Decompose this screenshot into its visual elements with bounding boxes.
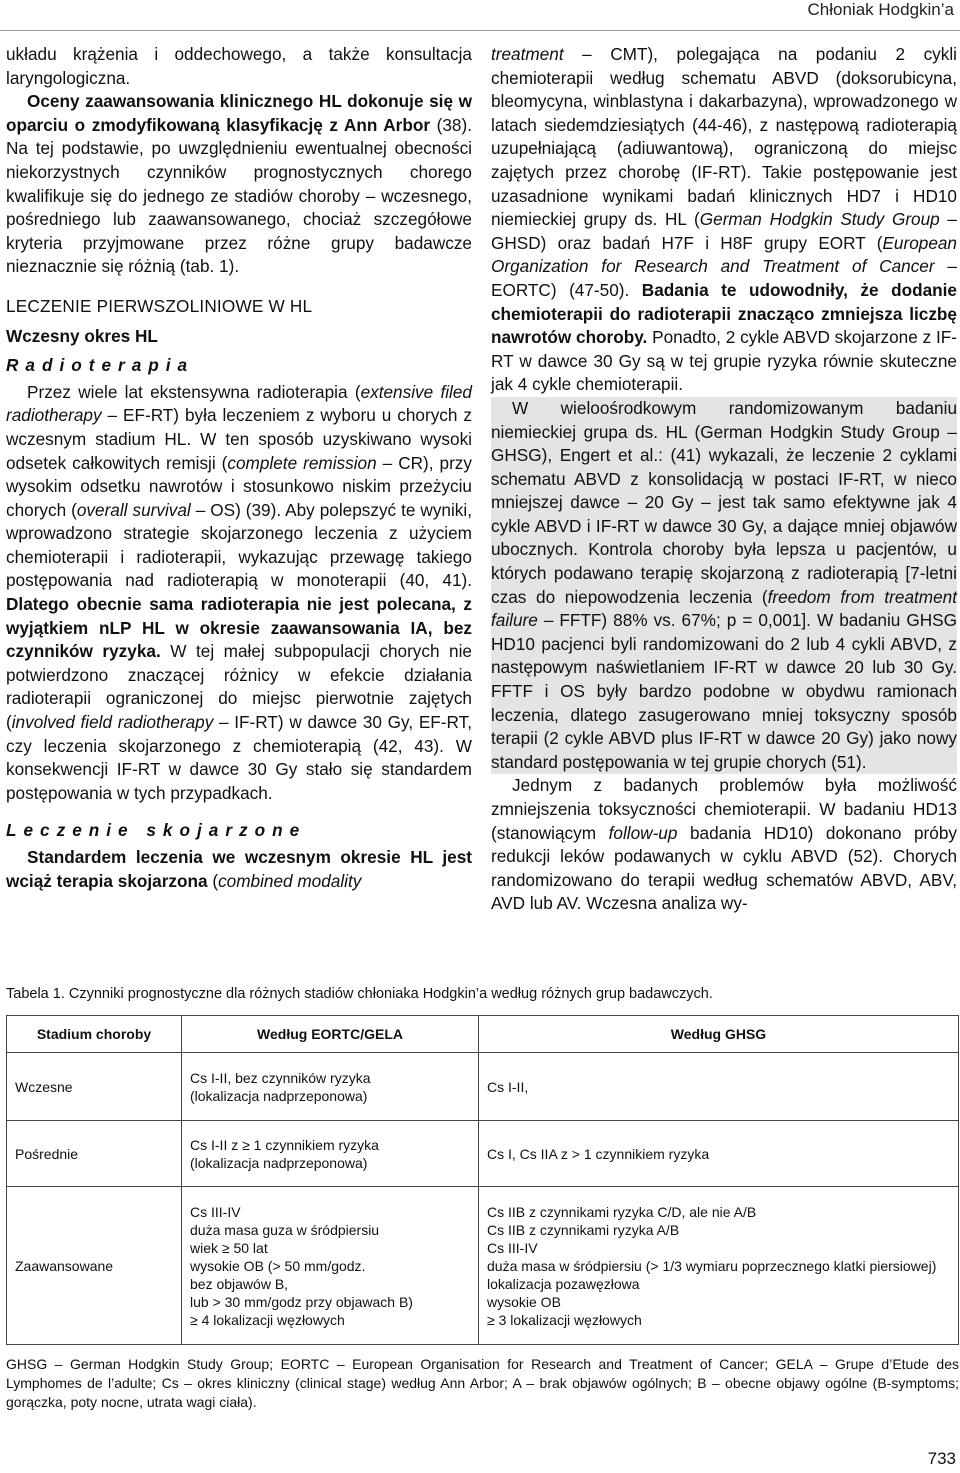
ghsg-cell: Cs I, Cs IIA z > 1 czynnikiem ryzyka: [479, 1121, 959, 1187]
paragraph: Oceny zaawansowania klinicznego HL dokonuje się w oparciu o zmodyfikowaną klasyfikację z Ann Arbor (38). Na tej podstawie, po uwzględnieniu ewentualnej obecności niekorzystnych czynników prognostycznych chorego kwalifikuje się do jednego ze stadiów choroby – wczesnego, pośredniego lub zaawansowanego, chociaż szczegółowe kryteria przyjmowane przez różne grupy badawcze nieznacznie się różnią (tab. 1).: [6, 91, 472, 277]
column-header: Według GHSG: [479, 1016, 959, 1053]
paragraph: Standardem leczenia we wczesnym okresie HL jest wciąż terapia skojarzona (combined modality: [6, 847, 472, 891]
stage-cell: Pośrednie: [7, 1121, 182, 1187]
table-caption: Tabela 1. Czynniki prognostyczne dla różnych stadiów chłoniaka Hodgkin’a według różnych grup badawczych.: [6, 986, 713, 1002]
right-column: [491, 43, 957, 916]
left-column: [6, 43, 472, 893]
stage-cell: Wczesne: [7, 1053, 182, 1121]
ghsg-cell: Cs IIB z czynnikami ryzyka C/D, ale nie A/B Cs IIB z czynnikami ryzyka A/B Cs III-IV duża masa w śródpiersiu (> 1/3 wymiaru poprzecznego klatki piersiowej) lokalizacja pozawęzłowa wysokie OB ≥ 3 lokalizacji węzłowych: [479, 1187, 959, 1345]
prognostic-factors-table: [6, 1015, 959, 1345]
page-number: 733: [927, 1449, 956, 1468]
ghsg-cell: Cs I-II,: [479, 1053, 959, 1121]
column-header: Stadium choroby: [7, 1016, 182, 1053]
header-rule: [0, 30, 960, 31]
paragraph: Przez wiele lat ekstensywna radioterapia (extensive filed radiotherapy – EF-RT) była leczeniem z wyboru u chorych z wczesnym stadium HL. W ten sposób uzyskiwano wysoki odsetek całkowitych remisji (complete remission – CR), przy wysokim odsetku nawrotów i stosunkowo niskim przeżyciu chorych (overall survival – OS) (39). Aby polepszyć te wyniki, wprowadzono strategie skojarzonego leczenia z użyciem chemioterapii i radioterapii, wykazując przewagę takiego postępowania nad radioterapią w monoterapii (40, 41). Dlatego obecnie sama radioterapia nie jest polecana, z wyjątkiem nLP HL w okresie zaawansowania IA, bez czynników ryzyka. W tej małej subpopulacji chorych nie potwierdzono znaczącej różnicy w efekcie działania radioterapii ograniczonej do miejsc pierwotnie zajętych (involved field radiotherapy – IF-RT) w dawce 30 Gy, EF-RT, czy leczenia skojarzonego z chemioterapią (42, 43). W konsekwencji IF-RT w dawce 30 Gy stało się standardem postępowania w tych przypadkach.: [6, 381, 472, 803]
table-footnote: GHSG – German Hodgkin Study Group; EORTC – European Organisation for Research and Treatment of Cancer; GELA – Grupe d’Etude des Lymphomes de l’adulte; Cs – okres kliniczny (clinical stage) według Ann Arbor; A – brak objawów ogólnych; B – obecne objawy ogólne (B-symptoms; gorączka, poty nocne, utrata wagi ciała).: [6, 1356, 959, 1410]
column-header: Według EORTC/GELA: [182, 1016, 479, 1053]
table-row: [7, 1187, 959, 1345]
paragraph: treatment – CMT), polegająca na podaniu 2 cykli chemioterapii według schematu ABVD (doksorubicyna, bleomycyna, winblastyna i dakarbazyna), wprowadzonego w latach siedemdziesiątych (44-46), z następową radioterapią uzupełniającą (adiuwantową), ograniczoną do miejsc zajętych przez chorobę (IF-RT). Takie postępowanie jest uzasadnione wynikami badań klinicznych HD7 i HD10 niemieckiej grupy ds. HL (German Hodgkin Study Group – GHSD) oraz badań H7F i H8F grupy EORT (European Organization for Research and Treatment of Cancer – EORTC) (47-50). Badania te udowodniły, że dodanie chemioterapii do radioterapii znacząco zmniejsza liczbę nawrotów choroby. Ponadto, 2 cykle ABVD skojarzone z IF-RT w dawce 30 Gy są w tej grupie ryzyka równie skuteczne jak 4 cykle chemioterapii.: [491, 44, 957, 395]
paragraph: układu krążenia i oddechowego, a także konsultacja laryngologiczna.: [6, 44, 472, 88]
leczenie-heading: Leczenie skojarzone: [6, 820, 307, 841]
radioterapia-heading: Radioterapia: [6, 355, 195, 376]
eortc-cell: Cs III-IV duża masa guza w śródpiersiu wiek ≥ 50 lat wysokie OB (> 50 mm/godz. bez objawów B, lub > 30 mm/godz przy objawach B) ≥ 4 lokalizacji węzłowych: [182, 1187, 479, 1345]
eortc-cell: Cs I-II, bez czynników ryzyka (lokalizacja nadprzeponowa): [182, 1053, 479, 1121]
table-row: [7, 1053, 959, 1121]
paragraph: Jednym z badanych problemów była możliwość zmniejszenia toksyczności chemioterapii. W badaniu HD13 (stanowiącym follow-up badania HD10) dokonano próby redukcji leków podawanych w cyklu ABVD (52). Chorych randomizowano do terapii według schematów ABVD, ABV, AVD lub AV. Wczesna analiza wy-: [491, 775, 957, 914]
section-heading: LECZENIE PIERWSZOLINIOWE W HL: [6, 295, 313, 316]
subheading: Wczesny okres HL: [6, 325, 158, 346]
highlighted-paragraph: W wieloośrodkowym randomizowanym badaniu niemieckiej grupa ds. HL (German Hodgkin Study Group – GHSG), Engert et al.: (41) wykazali, że leczenie 2 cyklami schematu ABVD z konsolidacją w postaci IF-RT, w nieco mniejszej dawce – 20 Gy – jest tak samo efektywne jak 4 cykle ABVD i IF-RT w dawce 30 Gy, a dające mniej objawów ubocznych. Kontrola choroby była lepsza u pacjentów, u których podawano terapię skojarzoną z radioterapią [7-letni czas do niepowodzenia leczenia (freedom from treatment failure – FFTF) 88% vs. 67%; p = 0,001]. W badaniu GHSG HD10 pacjenci byli randomizowani do 2 lub 4 cykli ABVD, z następowym naświetlaniem IF-RT w dawce 20 lub 30 Gy. FFTF i OS były bardzo podobne w obydwu ramionach leczenia, dlatego zasugerowano mniej toksyczny sposób terapii (2 cykle ABVD plus IF-RT w dawce 20 Gy) jako nowy standard postępowania w tej grupie chorych (51).: [491, 397, 957, 775]
stage-cell: Zaawansowane: [7, 1187, 182, 1345]
table-row: [7, 1121, 959, 1187]
running-head: Chłoniak Hodgkin’a: [807, 0, 954, 19]
eortc-cell: Cs I-II z ≥ 1 czynnikiem ryzyka (lokalizacja nadprzeponowa): [182, 1121, 479, 1187]
table-header-row: [7, 1016, 959, 1053]
